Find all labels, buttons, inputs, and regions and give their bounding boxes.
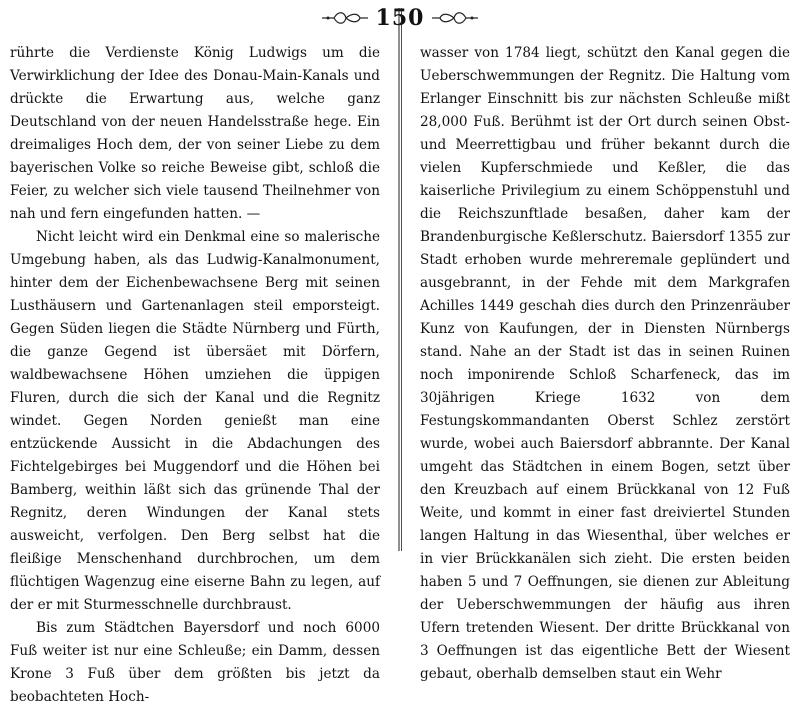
left-column — [10, 42, 380, 709]
paragraph: wasser von 1784 liegt, schützt den Kanal gegen die Ueberschwemmungen der Regnitz. Die Haltung vom Erlanger Einschnitt bis zur nächsten Schleuße mißt 28,000 Fuß. Berühmt ist der Ort durch seinen Obst- und Meerrettigbau und früher bekannt durch die vielen Kupferschmiede und Keßler, die das kaiserliche Privilegium zu einem Schöppenstuhl und die Reichszunftlade besaßen, daher kam der Brandenburgische Keßlerschutz. Baiersdorf 1355 zur Stadt erhoben wurde mehreremale geplündert und ausgebrannt, in der Fehde mit dem Markgrafen Achilles 1449 geschah dies durch den Prinzenräuber Kunz von Kaufungen, der in Diensten Nürnbergs stand. Nahe an der Stadt ist das in seinen Ruinen noch imponirende Schloß Scharfeneck, das im 30jährigen Kriege 1632 von dem Festungskommandanten Oberst Schlez zerstört wurde, wobei auch Baiersdorf abbrannte. Der Kanal umgeht das Städtchen in einem Bogen, setzt über den Kreuzbach auf einem Brückkanal von 12 Fuß Weite, und kommt in einer fast dreiviertel Stunden langen Haltung in das Wiesenthal, über welches er in vier Brückkanälen sich zieht. Die ersten beiden haben 5 und 7 Oeffnungen, sie dienen zur Ableitung der Ueberschwemmungen der häufig aus ihren Ufern tretenden Wiesent. Der dritte Brückkanal von 3 Oeffnungen ist das eigentliche Bett der Wiesent gebaut, oberhalb demselben staut ein Wehr — [420, 45, 790, 682]
right-ornament-icon — [430, 9, 480, 27]
paragraph: Nicht leicht wird ein Denkmal eine so malerische Umgebung haben, als das Ludwig-Kanalmonument, hinter dem der Eichenbewachsene Berg mit seinen Lusthäusern und Gartenanlagen steil emporsteigt. Gegen Süden liegen die Städte Nürnberg und Fürth, die ganze Gegend ist übersäet mit Dörfern, waldbewachsene Höhen umziehen die üppigen Fluren, durch die sich der Kanal und die Regnitz windet. Gegen Norden genießt man eine entzückende Aussicht in die Abdachungen des Fichtelgebirges bei Muggendorf und die Höhen bei Bamberg, weithin läßt sich das grünende Thal der Regnitz, deren Windungen der Kanal stets ausweicht, verfolgen. Den Berg selbst hat die fleißige Menschenhand durchbrochen, um dem flüchtigen Wagenzug eine eiserne Bahn zu legen, auf der er mit Sturmesschnelle durchbraust. — [10, 229, 380, 613]
left-ornament-icon — [320, 9, 370, 27]
page-number: 150 — [375, 5, 425, 31]
paragraph: rührte die Verdienste König Ludwigs um die Verwirklichung der Idee des Donau-Main-Kanals und drückte die Erwartung aus, welche ganz Deutschland von der neuen Handelsstraße hege. Ein dreimaliges Hoch dem, der von seiner Liebe zu dem bayerischen Volke so reiche Beweise gibt, schloß die Feier, zu welcher sich viele tausend Theilnehmer von nah und fern eingefunden hatten. — — [10, 45, 380, 222]
right-column — [420, 42, 790, 686]
column-divider — [397, 8, 403, 551]
paragraph: Bis zum Städtchen Bayersdorf und noch 6000 Fuß weiter ist nur eine Schleuße; ein Damm, dessen Krone 3 Fuß über dem größten bis jetzt da beobachteten Hoch- — [10, 620, 380, 705]
